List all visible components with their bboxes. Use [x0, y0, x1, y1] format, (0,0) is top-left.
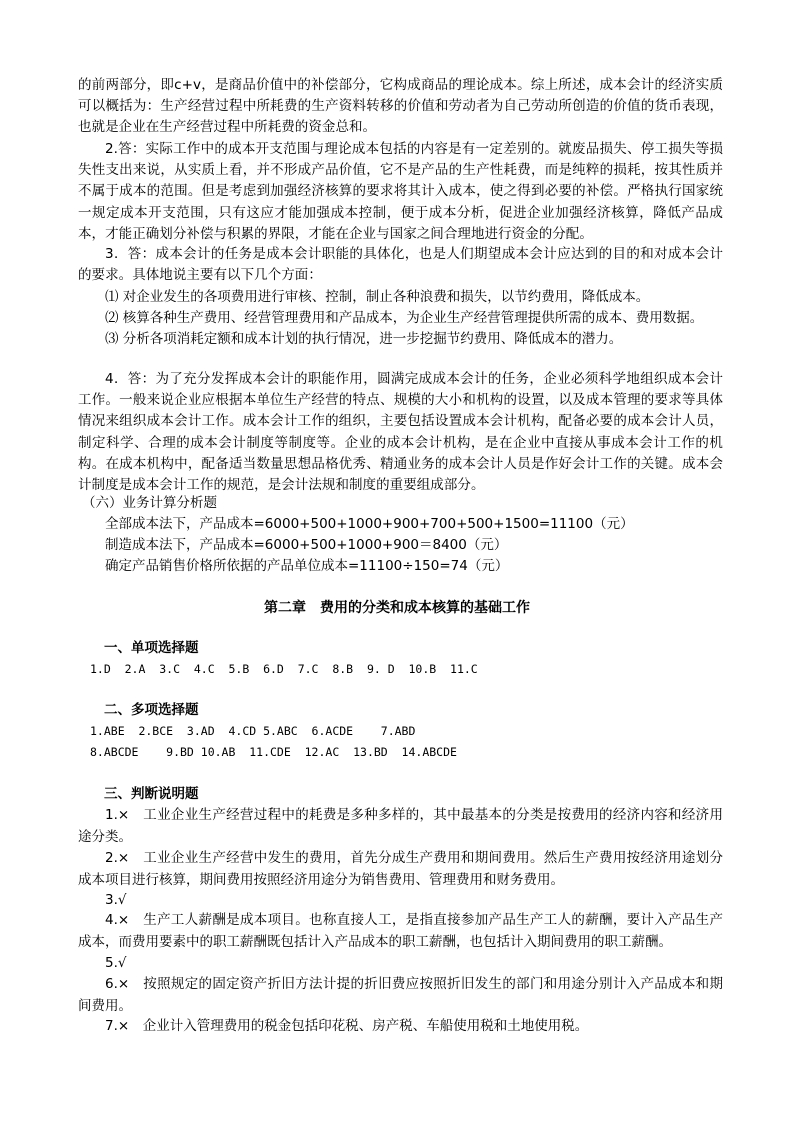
multi-choice-answers-line-1: 1.ABE 2.BCE 3.AD 4.CD 5.ABC 6.ACDE 7.ABD	[90, 724, 416, 738]
paragraph-answer-2: 2.答：实际工作中的成本开支范围与理论成本包括的内容是有一定差别的。就废品损失、停工损失等损失性支出来说，从实质上看，并不形成产品价值，它不是产品的生产性耗费，而是纯粹的损耗，按其性质并不属于成本的范围。但是考虑到加强经济核算的要求将其计入成本，使之得到必要的补偿。严格执行国家统一规定成本开支范围，只有这应才能加强成本控制，便于成本分析，促进企业加强经济核算，降低产品成本，才能正确划分补偿与积累的界限，才能在企业与国家之间合理地进行资金的分配。	[78, 141, 723, 242]
single-choice-heading: 一、单项选择题	[104, 640, 199, 656]
calc-line-full-cost: 全部成本法下，产品成本=6000+500+1000+900+700+500+1500=11100（元）	[105, 516, 634, 532]
chapter-title: 第二章 费用的分类和成本核算的基础工作	[264, 600, 530, 616]
judgement-item-6: 6.× 按照规定的固定资产折旧方法计提的折旧费应按照折旧发生的部门和用途分别计入产品成本和期间费用。	[78, 976, 723, 1014]
multi-choice-heading: 二、多项选择题	[104, 702, 199, 718]
multi-choice-answers-line-2: 8.ABCDE 9.BD 10.AB 11.CDE 12.AC 13.BD 14.ABCDE	[90, 745, 457, 759]
judgement-item-4: 4.× 生产工人薪酬是成本项目。也称直接人工，是指直接参加产品生产工人的薪酬，要计入产品生产成本，而费用要素中的职工薪酬既包括计入产品成本的职工薪酬，也包括计入期间费用的职工薪酬。	[78, 912, 723, 950]
judgement-item-5: 5.√	[105, 955, 127, 971]
judgement-heading: 三、判断说明题	[104, 786, 199, 802]
paragraph-intro-1: 的前两部分，即c+v，是商品价值中的补偿部分，它构成商品的理论成本。综上所述，成本会计的经济实质可以概括为：生产经营过程中所耗费的生产资料转移的价值和劳动者为自己劳动所创造的价值的货币表现，也就是企业在生产经营过程中所耗费的资金总和。	[78, 77, 723, 136]
task-item-3: ⑶ 分析各项消耗定额和成本计划的执行情况，进一步挖掘节约费用、降低成本的潜力。	[105, 331, 623, 347]
judgement-item-2: 2.× 工业企业生产经营中发生的费用，首先分成生产费用和期间费用。然后生产费用按经济用途划分成本项目进行核算，期间费用按照经济用途分为销售费用、管理费用和财务费用。	[78, 850, 723, 888]
calc-line-manufacturing-cost: 制造成本法下，产品成本=6000+500+1000+900＝8400（元）	[105, 537, 508, 553]
task-item-1: ⑴ 对企业发生的各项费用进行审核、控制，制止各种浪费和损失，以节约费用，降低成本。	[105, 289, 650, 305]
judgement-item-1: 1.× 工业企业生产经营过程中的耗费是多种多样的，其中最基本的分类是按费用的经济内容和经济用途分类。	[78, 807, 723, 845]
paragraph-answer-4: 4．答：为了充分发挥成本会计的职能作用，圆满完成成本会计的任务，企业必须科学地组织成本会计工作。一般来说企业应根据本单位生产经营的特点、规模的大小和机构的设置，以及成本管理的要求等具体情况来组织成本会计工作。成本会计工作的组织，主要包括设置成本会计机构，配备必要的成本会计人员，制定科学、合理的成本会计制度等制度等。企业的成本会计机构，是在企业中直接从事成本会计工作的机构。在成本机构中，配备适当数量思想品格优秀、精通业务的成本会计人员是作好会计工作的关键。成本会计制度是成本会计工作的规范，是会计法规和制度的重要组成部分。	[78, 371, 723, 494]
judgement-item-3: 3.√	[105, 892, 127, 908]
calc-line-unit-cost: 确定产品销售价格所依据的产品单位成本=11100÷150=74（元）	[105, 558, 509, 574]
paragraph-answer-3: 3．答：成本会计的任务是成本会计职能的具体化，也是人们期望成本会计应达到的目的和对成本会计的要求。具体地说主要有以下几个方面：	[78, 246, 723, 284]
single-choice-answers: 1.D 2.A 3.C 4.C 5.B 6.D 7.C 8.B 9. D 10.B 11.C	[90, 662, 478, 676]
section-6-heading: （六）业务计算分析题	[82, 495, 217, 511]
judgement-item-7: 7.× 企业计入管理费用的税金包括印花税、房产税、车船使用税和土地使用税。	[105, 1018, 589, 1034]
task-item-2: ⑵ 核算各种生产费用、经营管理费用和产品成本，为企业生产经营管理提供所需的成本、费用数据。	[105, 310, 704, 326]
